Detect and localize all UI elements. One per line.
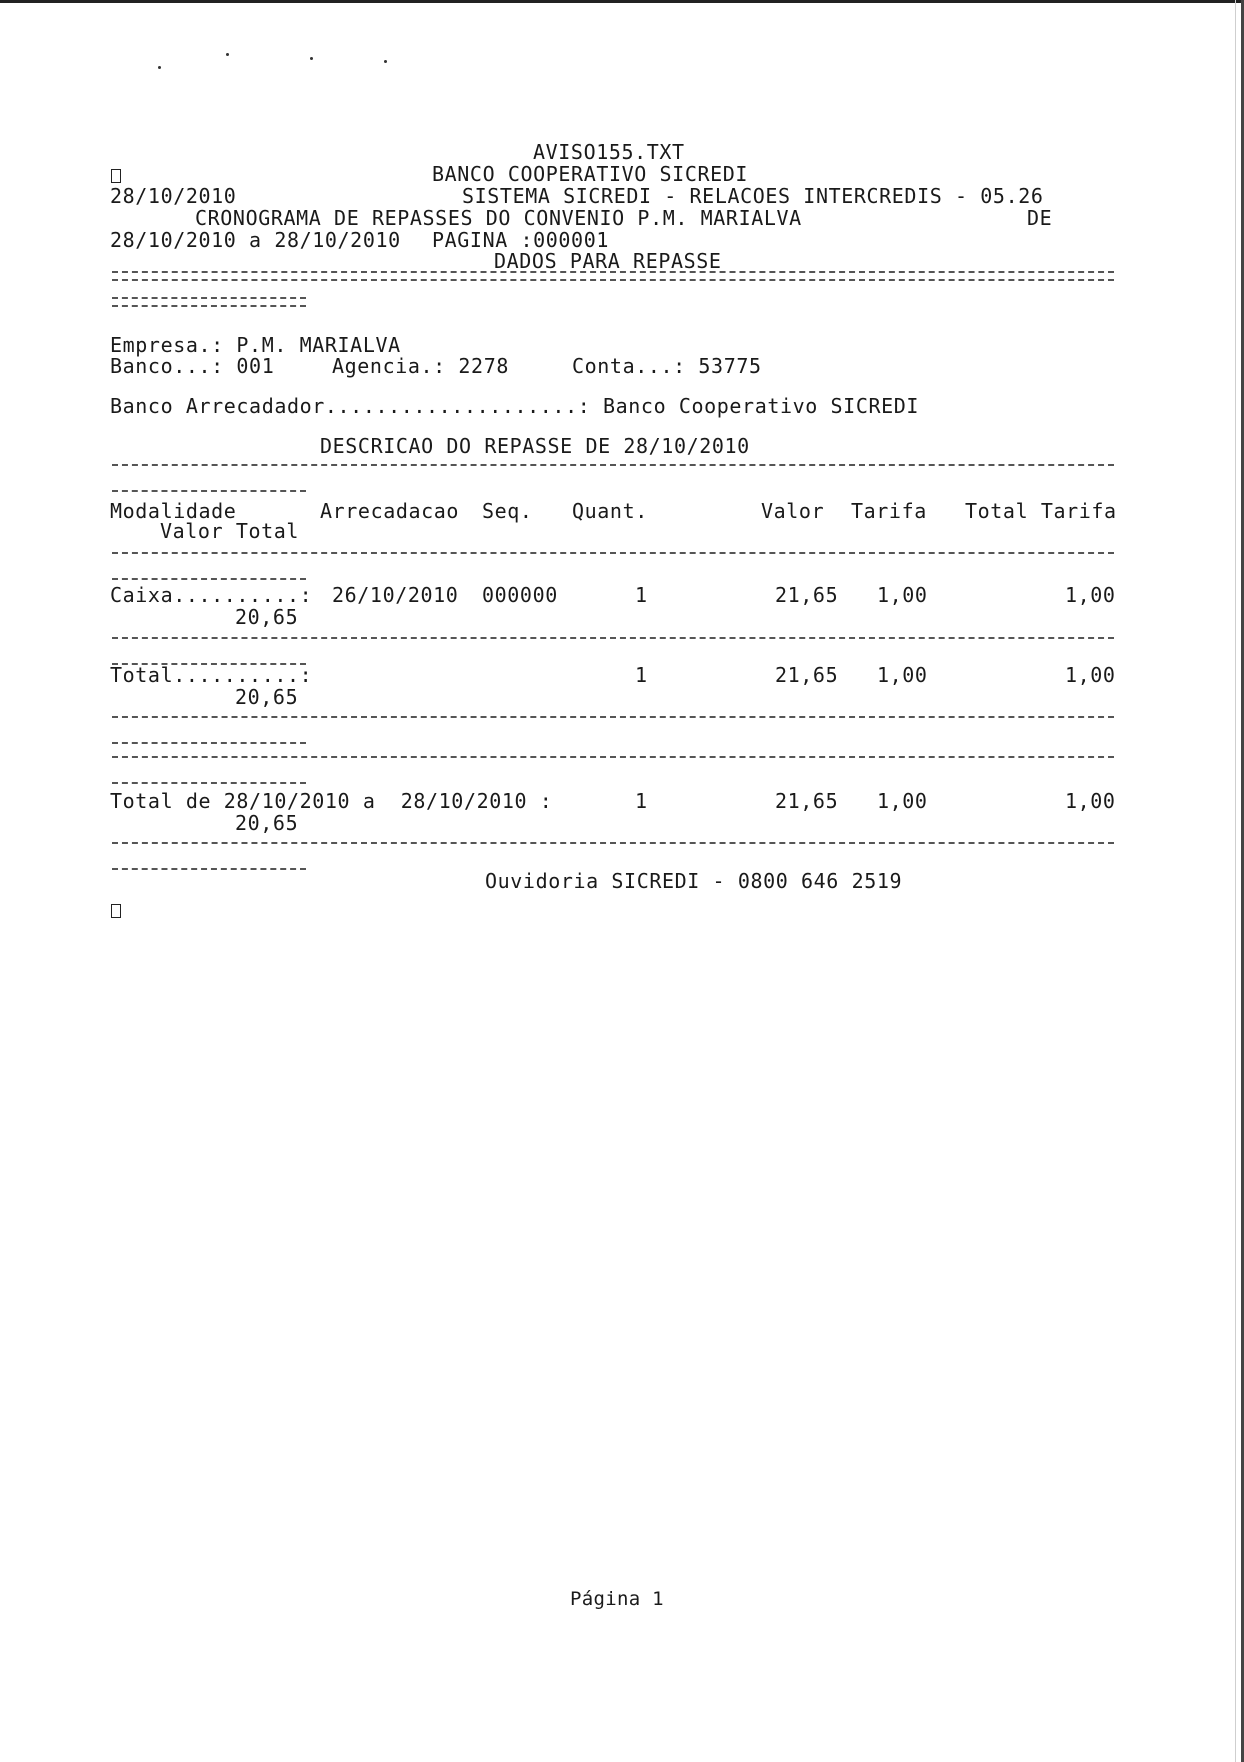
dashed-rule: [112, 756, 1114, 758]
scan-speck: [310, 57, 313, 60]
dashed-rule: [112, 868, 306, 870]
col-valor: Valor: [761, 499, 825, 523]
description-title: DESCRICAO DO REPASSE DE 28/10/2010: [320, 434, 750, 458]
row-total-tarifa: 1,00: [1065, 663, 1116, 687]
row-tarifa: 1,00: [877, 583, 928, 607]
banco-line: Banco...: 001: [110, 354, 275, 378]
row-seq: 000000: [482, 583, 558, 607]
dashed-rule: [112, 464, 1114, 466]
row-tarifa: 1,00: [877, 789, 928, 813]
dashed-rule: [112, 637, 1114, 639]
dashed-rule: [112, 490, 306, 492]
schedule-de: DE: [1027, 206, 1053, 230]
col-tarifa: Tarifa: [851, 499, 927, 523]
report-period: 28/10/2010 a 28/10/2010: [110, 228, 401, 252]
row-valor: 21,65: [775, 789, 839, 813]
control-char-icon: [111, 904, 121, 918]
dashed-rule: [112, 578, 306, 580]
dashed-rule: [112, 842, 1114, 844]
col-arrecadacao: Arrecadacao: [320, 499, 460, 523]
bank-name: BANCO COOPERATIVO SICREDI: [432, 162, 749, 186]
row-tarifa: 1,00: [877, 663, 928, 687]
arrecadador-line: Banco Arrecadador....................: Banco Cooperativo SICREDI: [110, 394, 920, 418]
row-quant: 1: [635, 663, 648, 687]
row-valor-total: 20,65: [235, 605, 299, 629]
row-valor-total: 20,65: [235, 811, 299, 835]
row-valor: 21,65: [775, 663, 839, 687]
col-seq: Seq.: [482, 499, 533, 523]
conta-line: Conta...: 53775: [572, 354, 762, 378]
col-quant: Quant.: [572, 499, 648, 523]
col-total-tarifa: Total Tarifa: [965, 499, 1117, 523]
system-name: SISTEMA SICREDI - RELACOES INTERCREDIS - 05.26: [462, 184, 1044, 208]
footer-page-label: Página 1: [570, 1588, 664, 1610]
dashed-rule: [112, 552, 1114, 554]
scan-edge-right-shadow: [1235, 0, 1236, 1762]
section-title: DADOS PARA REPASSE: [494, 249, 722, 273]
page-number: PAGINA :000001: [432, 228, 609, 252]
ouvidoria-line: Ouvidoria SICREDI - 0800 646 2519: [485, 869, 903, 893]
row-label: Total..........:: [110, 663, 313, 687]
schedule-title: CRONOGRAMA DE REPASSES DO CONVENIO P.M. MARIALVA: [195, 206, 802, 230]
control-char-icon: [111, 169, 121, 183]
scan-edge-top: [0, 0, 1244, 3]
row-label: Total de 28/10/2010 a 28/10/2010 :: [110, 789, 553, 813]
double-rule: [112, 271, 1114, 281]
row-label: Caixa..........:: [110, 583, 313, 607]
col-valor-total: Valor Total: [160, 519, 300, 543]
row-quant: 1: [635, 583, 648, 607]
double-rule: [112, 297, 306, 307]
dashed-rule: [112, 716, 1114, 718]
report-date: 28/10/2010: [110, 184, 237, 208]
report-filename: AVISO155.TXT: [533, 140, 685, 164]
agencia-line: Agencia.: 2278: [332, 354, 509, 378]
scan-speck: [226, 53, 229, 56]
row-quant: 1: [635, 789, 648, 813]
row-total-tarifa: 1,00: [1065, 789, 1116, 813]
row-valor: 21,65: [775, 583, 839, 607]
row-total-tarifa: 1,00: [1065, 583, 1116, 607]
scan-speck: [384, 60, 387, 63]
empresa-line: Empresa.: P.M. MARIALVA: [110, 333, 401, 357]
scan-speck: [158, 66, 161, 69]
row-arrecadacao: 26/10/2010: [332, 583, 459, 607]
dashed-rule: [112, 782, 306, 784]
row-valor-total: 20,65: [235, 685, 299, 709]
col-modalidade: Modalidade: [110, 499, 237, 523]
dashed-rule: [112, 742, 306, 744]
